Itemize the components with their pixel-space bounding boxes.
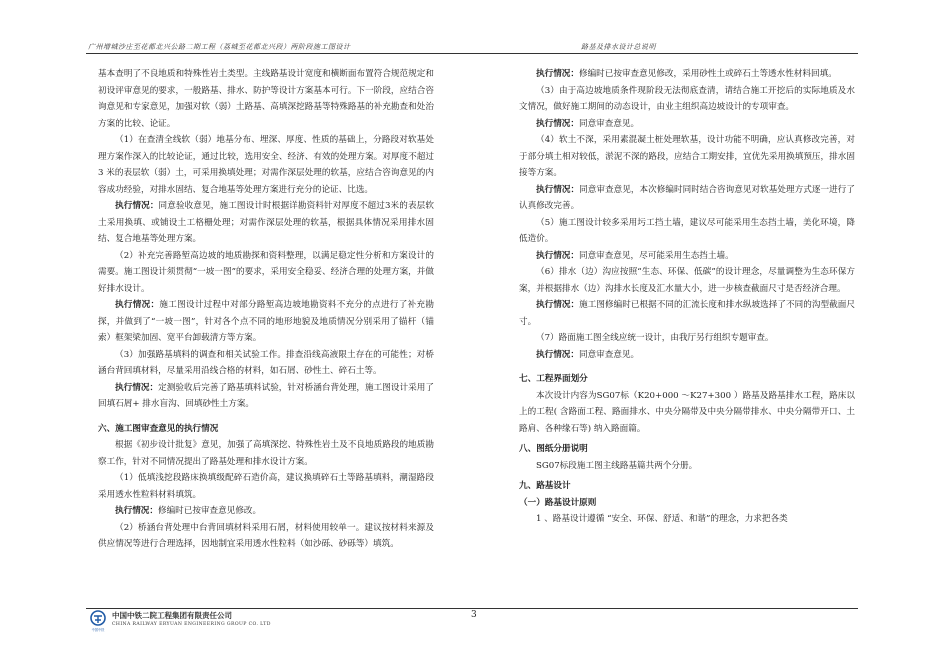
paragraph [98,297,434,347]
paragraph-text: SG07标段施工图主线路基篇共两个分册。 [536,460,698,471]
paragraph [98,347,434,380]
crec-logo-icon [88,610,108,632]
paragraph [519,388,855,438]
paragraph-text: 施工图设计过程中对部分路堑高边坡地勘资料不充分的点进行了补充勘探，并做到了“一坡一图”，针对各个点不同的地形地貌及地质情况分别采用了锚杆（锚索）框架梁加固、宽平台卸载清方等方案。 [98,300,434,343]
paragraph [519,116,855,133]
paragraph [519,347,855,364]
paragraph-text: （7）路面施工图全线应统一设计，由我厅另行组织专题审查。 [536,333,774,343]
paragraph-text: （6）排水（边）沟应按照“生态、环保、低碳”的设计理念，尽量调整为生态环保方案，并根据排水（边）沟排水长度及汇水量大小，进一步核查截面尺寸是否经济合理。 [519,267,855,294]
paragraph [519,215,855,248]
paragraph-text: 同意验收意见，施工图设计时根据详勘资料针对厚度不超过3米的表层软土采用换填、或铺设土工格栅处理；对需作深层处理的软基，根据具体情况采用排水固结、复合地基等处理方案。 [98,201,434,244]
paragraph-text: 同意审查意见。 [578,118,640,129]
paragraph [98,132,434,198]
paragraph-text: （2）补充完善路堑高边坡的地质勘探和资料整理，以满足稳定性分析和方案设计的需要。施工图设计须贯彻“一坡一图”的要求，采用安全稳妥、经济合理的处理方案，并做好排水设计。 [98,250,434,294]
paragraph-text: 修编时已按审查意见修改，采用砂性土或碎石土等透水性材料回填。 [578,69,837,79]
paragraph-text: 同意审查意见。 [578,349,640,360]
paragraph-text: 修编时已按审查意见修改。 [157,506,262,516]
right-column [519,66,855,528]
paragraph [519,248,855,265]
paragraph-text: （3）加强路基填料的调查和相关试验工作。排查沿线高液限土存在的可能性；对桥涵台背回填材料，尽量采用沿线合格的材料，如石屑、砂性土、碎石土等。 [98,349,434,376]
execution-label: 执行情况： [536,69,579,79]
execution-label: 执行情况： [115,382,159,393]
section-heading: 九、路基设计 [519,481,571,491]
paragraph-text: （3）由于高边坡地质条件现阶段无法彻底查清，请结合施工开挖后的实际地质及水文情况，做好施工期间的动态设计，由业主组织高边坡设计的专项审查。 [519,85,855,112]
paragraph-text: 1 、路基设计遵循 “安全、环保、舒适、和谐”的理念，力求把各类 [536,514,788,524]
execution-label: 执行情况： [115,300,160,310]
paragraph [519,182,855,215]
paragraph [519,330,855,347]
section-heading: 七、工程界面划分 [519,374,588,384]
left-column [98,66,434,553]
paragraph [519,132,855,182]
execution-label: 执行情况： [115,506,158,516]
paragraph [519,511,855,528]
paragraph [98,198,434,248]
header-divider [86,53,858,54]
paragraph [98,503,434,520]
paragraph [98,380,434,413]
logo-caption: 中国中铁 [91,628,105,632]
paragraph [98,248,434,298]
paragraph-text: 施工图修编时已根据不同的汇流长度和排水纵坡选择了不同的沟型截面尺寸。 [519,300,855,327]
paragraph-text: （5）施工图设计较多采用圬工挡土墙，建议尽可能采用生态挡土墙，美化环境，降低造价。 [519,217,855,244]
execution-label: 执行情况： [536,250,579,261]
footer-divider [86,608,858,609]
paragraph [519,66,855,83]
section-heading: 六、施工图审查意见的执行情况 [98,423,219,434]
paragraph-text: 根据《初步设计批复》意见，加强了高填深挖、特殊性岩土及不良地质路段的地质勘察工作，针对不同情况提出了路基处理和排水设计方案。 [98,440,434,467]
paragraph [519,297,855,330]
paragraph [98,437,434,470]
paragraph [98,470,434,503]
paragraph [519,458,855,475]
paragraph [98,520,434,553]
execution-label: 执行情况： [536,118,579,129]
paragraph-text: 同意审查意见，尽可能采用生态挡土墙。 [578,250,734,261]
execution-label: 执行情况： [536,184,580,195]
paragraph [519,264,855,297]
paragraph-text: 定测验收后完善了路基填料试验，针对桥涵台背处理，施工图设计采用了回填石屑+ 排水盲沟、回填砂性土方案。 [98,382,434,409]
paragraph-text: 同意审查意见，本次修编时同时结合咨询意见对软基处理方式逐一进行了认真修改完善。 [519,184,855,211]
section-heading: 八、图纸分册说明 [519,444,588,454]
paragraph [519,83,855,116]
company-name-cn: 中国中铁二院工程集团有限责任公司 [112,611,232,620]
execution-label: 执行情况： [536,300,580,310]
header-section-title: 路基及排水设计总说明 [581,43,656,51]
execution-label: 执行情况： [115,201,159,211]
page-number: 3 [471,610,477,620]
paragraph-text: （4）软土不深，采用素混凝土桩处理软基，设计功能不明确，应认真修改完善，对于部分填土相对较低，淤泥不深的路段，应结合工期安排，宜优先采用换填预压，排水固接等方案。 [519,135,855,178]
company-name-en: CHINA RAILWAY ERYUAN ENGINEERING GROUP CO. LTD [112,622,271,627]
paragraph [98,66,434,132]
paragraph-text: （1）在查清全线软（弱）地基分布、埋深、厚度、性质的基础上，分路段对软基处理方案作深入的比较论证，通过比较，选用安全、经济、有效的处理方案。对厚度不超过3 米的表层软（弱）土，可采用换填处理；对需作深层处理的软基，应结合咨询意见的内容成功经验，对排水固结、复合地基等处理方案进行充分的论证、比选。 [98,135,434,195]
header-project-title: 广州增城沙庄至花都北兴公路二期工程（荔城至花都北兴段）两阶段施工图设计 [88,43,351,51]
subsection-heading: （一）路基设计原则 [519,497,597,508]
paragraph-text: （1）低填浅挖段路床换填级配碎石造价高，建议换填碎石土等路基填料，潮湿路段采用透水性粒料材料填筑。 [98,473,434,500]
paragraph-text: （2）桥涵台背处理中台背回填材料采用石屑，材料使用较单一。建议按材料来源及供应情况等进行合理选择，因地制宜采用透水性粒料（如沙砾、砂砾等）填筑。 [98,522,434,549]
execution-label: 执行情况： [536,349,579,360]
paragraph-text: 本次设计内容为SG07标（K20+000 ～K27+300 ）路基及路基排水工程，路床以上的工程( 含路面工程、路面排水、中央分隔带及中央分隔带排水、中央分隔带开口、土路肩、各种缘石等) 纳入路面篇。 [519,390,855,434]
paragraph-text: 基本查明了不良地质和特殊性岩土类型。主线路基设计宽度和横断面布置符合规范规定和初设评审意见的要求，一般路基、排水、防护等设计方案基本可行。下一阶段，应结合咨询意见和专家意见，加强对软（弱）土路基、高填深挖路基等特殊路基的补充勘查和处治方案的比较、论证。 [98,69,434,129]
company-logo [88,610,271,632]
